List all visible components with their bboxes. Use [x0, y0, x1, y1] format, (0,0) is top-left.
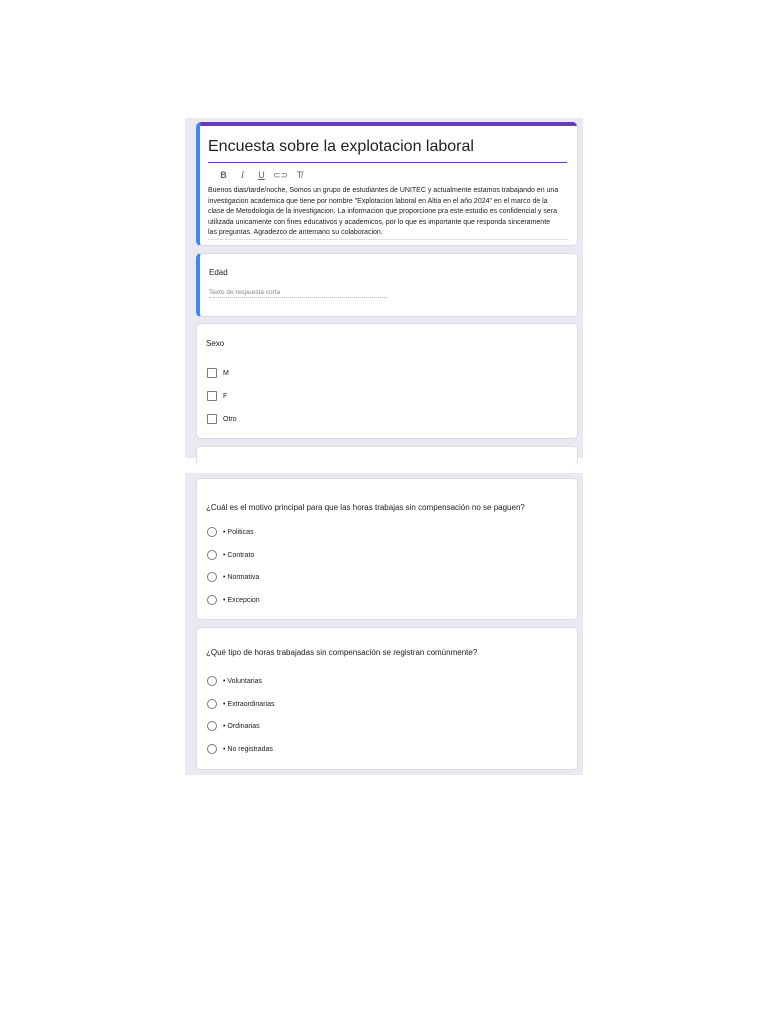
- bold-icon[interactable]: B: [220, 170, 227, 180]
- checkbox-option[interactable]: [207, 391, 227, 401]
- radio-option[interactable]: [207, 699, 274, 709]
- checkbox-icon[interactable]: [207, 414, 217, 424]
- radio-option[interactable]: [207, 744, 273, 754]
- checkbox-icon[interactable]: [207, 391, 217, 401]
- radio-icon[interactable]: [207, 676, 217, 686]
- option-label: F: [223, 392, 228, 400]
- radio-icon[interactable]: [207, 595, 217, 605]
- option-label: • Voluntarias: [223, 677, 263, 685]
- question-title: ¿Qué tipo de horas trabajadas sin compensación se registran comúnmente?: [206, 648, 478, 657]
- option-label: M: [223, 369, 229, 377]
- link-icon[interactable]: ⊂⊃: [272, 169, 289, 180]
- radio-icon[interactable]: [207, 572, 217, 582]
- option-label: • Ordinarias: [223, 722, 260, 730]
- radio-icon[interactable]: [207, 721, 217, 731]
- theme-accent-bar: [196, 122, 577, 126]
- question-card-sexo[interactable]: [196, 323, 578, 439]
- form-screenshot-bottom: [185, 473, 583, 775]
- text-format-toolbar: [214, 168, 309, 182]
- option-label: • Politicas: [223, 528, 254, 536]
- question-card-tipo[interactable]: [196, 627, 578, 770]
- next-question-card-partial: [196, 446, 578, 466]
- form-screenshot-top: [185, 118, 583, 458]
- radio-option[interactable]: [207, 550, 254, 560]
- form-description[interactable]: Buenos dias/tarde/noche, Somos un grupo de estudiantes de UNITEC y actualmente estamos trabajando en una investigacion academica que tiene por nombre "Explotacion laboral en Altia en el año 2024" en el marco de la clase de Metodologia de la investigacion. La informacion que proporcione pra este estudio es confidencial y sera utilizada unicamente con fines educativos y academicos, por lo que es importante que responda sinceramente las preguntas. Agradezco de antemano su colaboracion.: [208, 187, 559, 236]
- question-title: ¿Cuál es el motivo principal para que las horas trabajas sin compensación no se paguen?: [206, 503, 525, 512]
- underline-icon[interactable]: U: [258, 170, 265, 180]
- form-title[interactable]: Encuesta sobre la explotacion laboral: [208, 138, 474, 155]
- question-card-edad[interactable]: [196, 253, 578, 317]
- radio-option[interactable]: [207, 595, 260, 605]
- title-underline: [208, 162, 567, 163]
- short-answer-input[interactable]: [209, 287, 387, 298]
- option-label: • Contrato: [223, 551, 255, 559]
- clear-format-icon[interactable]: T̸: [296, 170, 303, 180]
- option-label: • No registradas: [223, 745, 273, 753]
- option-label: • Extraordinarias: [223, 700, 275, 708]
- radio-icon[interactable]: [207, 527, 217, 537]
- description-underline: [208, 239, 567, 240]
- option-label: • Excepcion: [223, 596, 260, 604]
- radio-icon[interactable]: [207, 550, 217, 560]
- question-title: Sexo: [206, 339, 225, 348]
- checkbox-option[interactable]: [207, 368, 229, 378]
- radio-icon[interactable]: [207, 744, 217, 754]
- checkbox-icon[interactable]: [207, 368, 217, 378]
- option-label: • Normativa: [223, 573, 260, 581]
- radio-option[interactable]: [207, 721, 260, 731]
- question-title: Edad: [209, 268, 228, 277]
- italic-icon[interactable]: I: [241, 170, 244, 180]
- question-card-motivo[interactable]: [196, 478, 578, 620]
- radio-option[interactable]: [207, 676, 262, 686]
- radio-option[interactable]: [207, 572, 259, 582]
- option-label: Otro: [223, 415, 237, 423]
- form-header-card: [196, 122, 578, 246]
- radio-option[interactable]: [207, 527, 253, 537]
- checkbox-option[interactable]: [207, 414, 237, 424]
- radio-icon[interactable]: [207, 699, 217, 709]
